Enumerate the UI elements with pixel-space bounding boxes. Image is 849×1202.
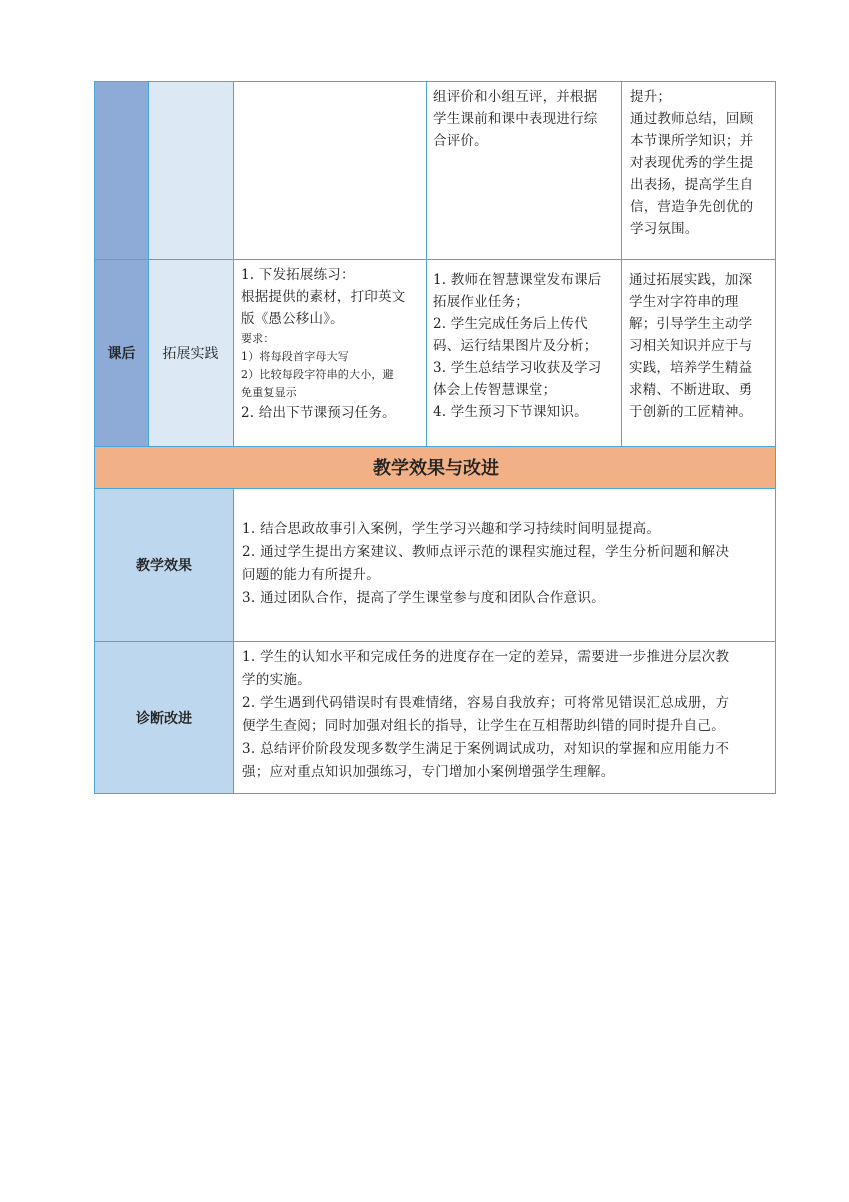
teacher-activity-continued: 组评价和小组互评，并根据 学生课前和课中表现进行综 合评价。 — [433, 89, 598, 149]
after-class-content: 1. 下发拓展练习： 根据提供的素材，打印英文 版《愚公移山》。 要求： 1）将每段首字母大写 2）比较每段字符串的大小，避 免重复显示 2. 给出下节课预习任务。 — [241, 267, 406, 421]
grid-line — [95, 446, 776, 447]
label-teaching-effect: 教学效果 — [95, 488, 233, 641]
label-diagnosis-improvement: 诊断改进 — [95, 641, 233, 794]
grid-line — [621, 82, 622, 446]
teaching-effect-content: 1. 结合思政故事引入案例，学生学习兴趣和学习持续时间明显提高。 2. 通过学生提出方案建议、教师点评示范的课程实施过程，学生分析问题和解决 问题的能力有所提升。 3. 通过团队合作，提高了学生课堂参与度和团队合作意识。 — [242, 521, 730, 606]
design-intent-continued: 提升； 通过教师总结，回顾 本节课所学知识；并 对表现优秀的学生提 出表扬，提高学生自 信，营造争先创优的 学习氛围。 — [630, 89, 754, 237]
stage-column-continued — [95, 82, 148, 259]
section-title-teaching-effect: 教学效果与改进 — [95, 446, 776, 488]
after-class-teacher-activity: 1. 教师在智慧课堂发布课后 拓展作业任务； 2. 学生完成任务后上传代 码、运行结果图片及分析； 3. 学生总结学习收获及学习 体会上传智慧课堂； 4. 学生预习下节课知识。 — [433, 272, 602, 420]
grid-line — [233, 82, 234, 446]
lesson-plan-table — [94, 81, 776, 794]
grid-line — [426, 82, 427, 446]
grid-line — [95, 641, 776, 642]
stage-after-class: 课后 — [95, 259, 148, 446]
task-column-continued — [148, 82, 233, 259]
after-class-design-intent: 通过拓展实践，加深 学生对字符串的理 解；引导学生主动学 习相关知识并应于与 实践，培养学生精益 求精、不断进取、勇 于创新的工匠精神。 — [629, 272, 753, 420]
grid-line — [95, 488, 776, 489]
grid-line — [148, 82, 149, 446]
task-extension-practice: 拓展实践 — [148, 259, 233, 446]
grid-line — [95, 259, 776, 260]
diagnosis-improvement-content: 1. 学生的认知水平和完成任务的进度存在一定的差异，需要进一步推进分层次教 学的实施。 2. 学生遇到代码错误时有畏难情绪，容易自我放弃；可将常见错误汇总成册，方 便学生查阅；同时加强对组长的指导，让学生在互相帮助纠错的同时提升自己。 3. 总结评价阶段发现多数学生满足于案例调试成功，对知识的掌握和应用能力不 强；应对重点知识加强练习，专门增加小案例增强学生理解。 — [242, 649, 730, 780]
